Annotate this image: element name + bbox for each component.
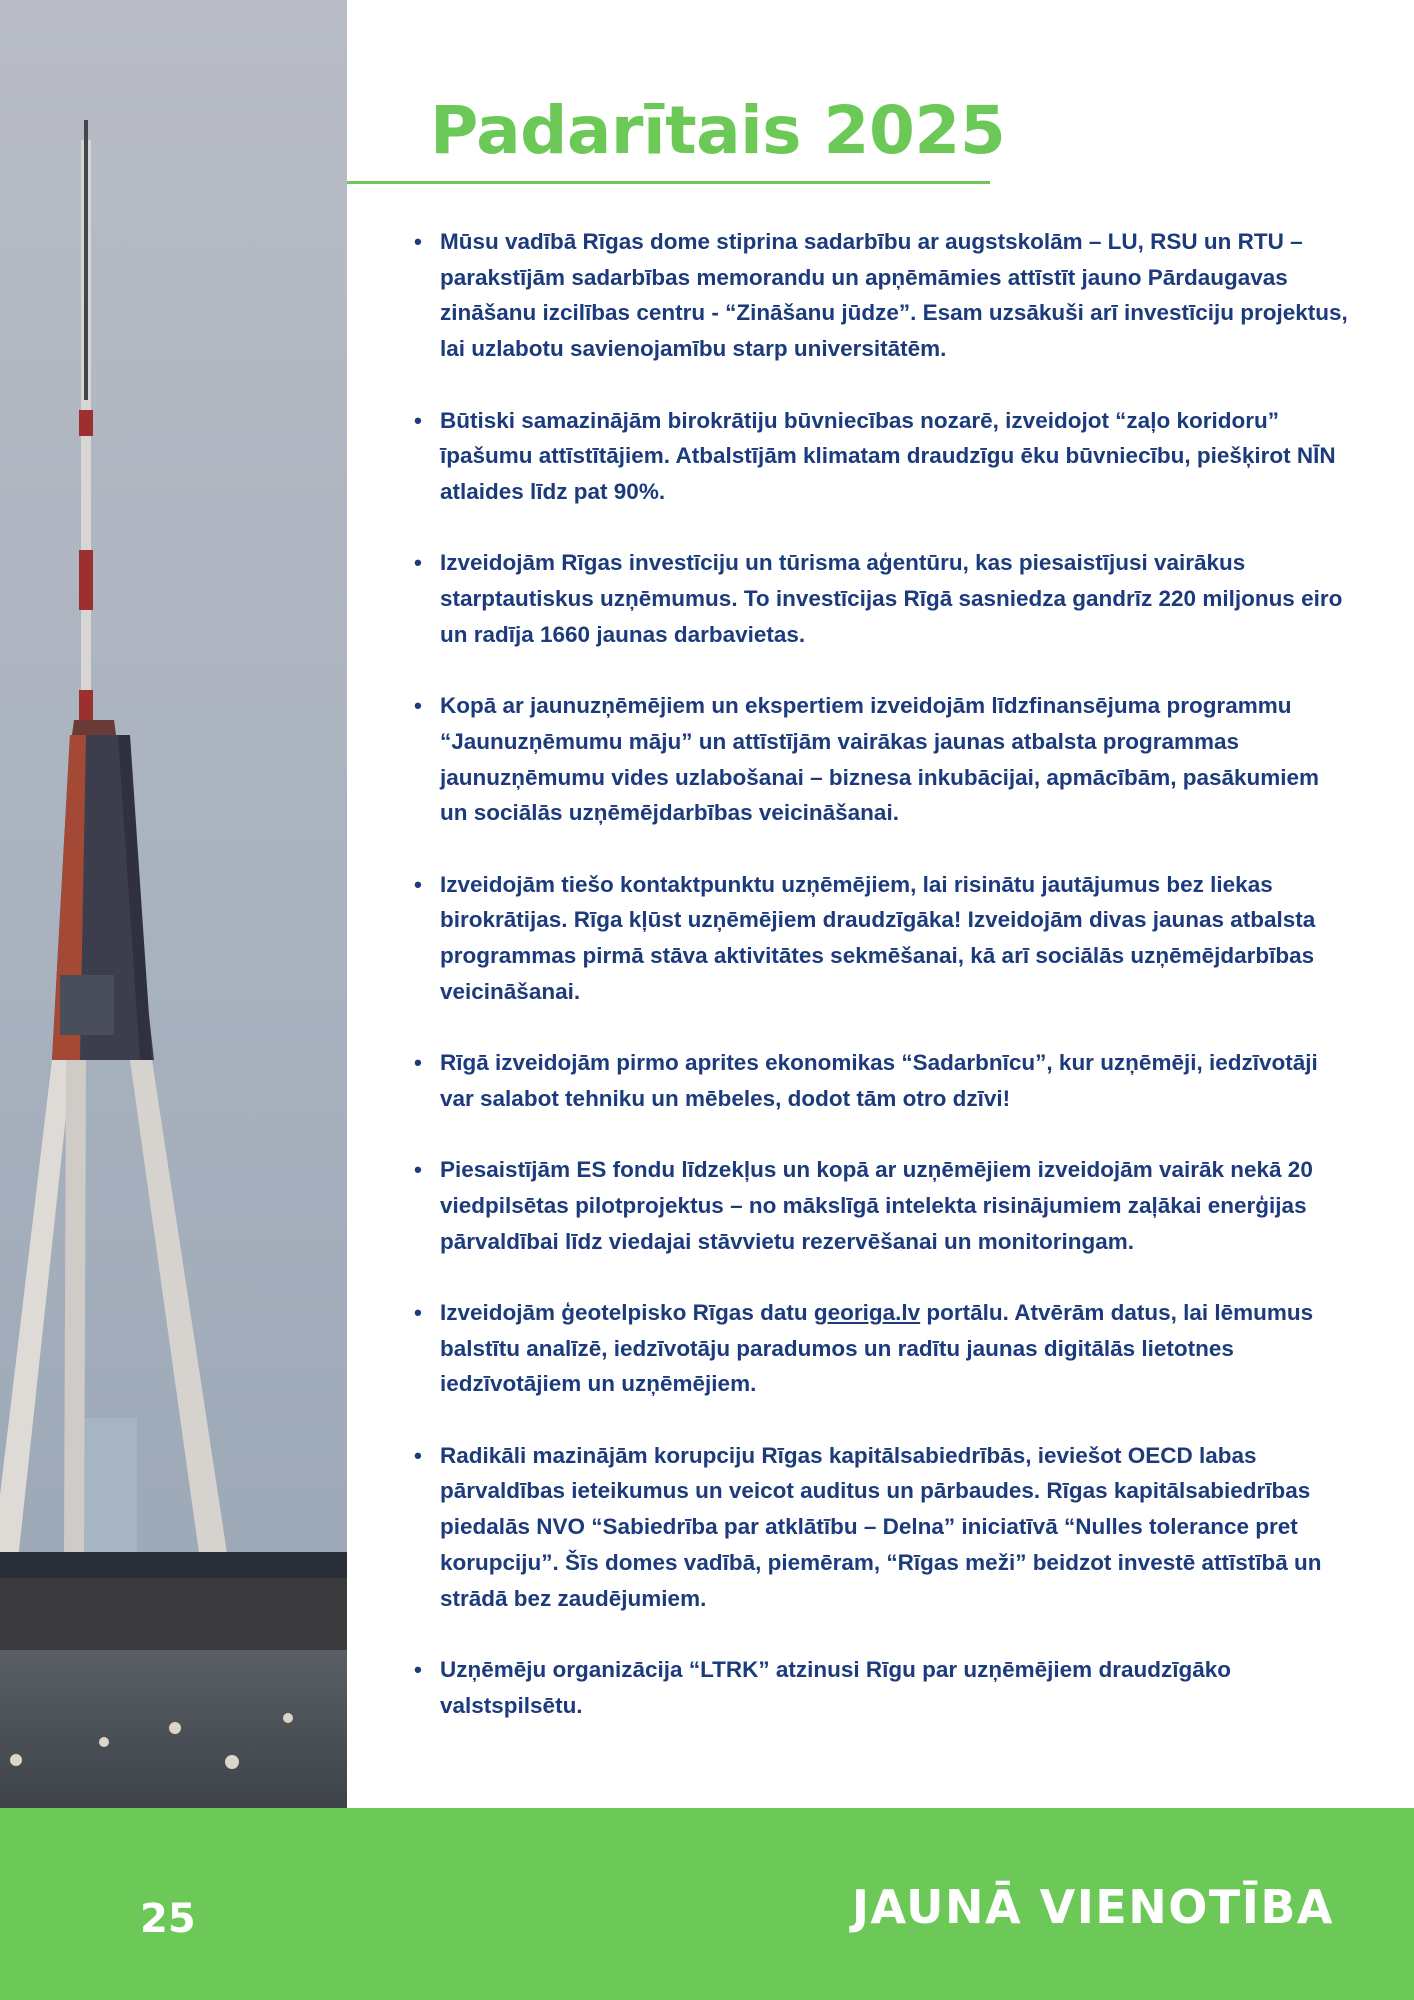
list-item — [410, 1438, 1350, 1617]
list-item — [410, 1652, 1350, 1723]
bullet-icon: • — [414, 1157, 422, 1183]
brand-logo-text: JAUNĀ VIENOTĪBA — [851, 1880, 1334, 1934]
list-item-text: Mūsu vadībā Rīgas dome stiprina sadarbību ar augstskolām – LU, RSU un RTU – parakstījām sadarbības memorandu un apņēmāmies attīstīt jauno Pārdaugavas zināšanu izcilības centru - “Zināšanu jūdze”. Esam uzsākuši arī investīciju projektus, lai uzlabotu savienojamību starp universitātēm. — [440, 229, 1348, 362]
list-item-text: Rīgā izveidojām pirmo aprites ekonomikas “Sadarbnīcu”, kur uzņēmēji, iedzīvotāji var salabot tehniku un mēbeles, dodot tām otro dzīvi! — [440, 1050, 1318, 1111]
list-item — [410, 688, 1350, 831]
page-title: Padarītais 2025 — [430, 92, 1006, 169]
list-item — [410, 403, 1350, 510]
list-item-text-end: portālu. Atvērām datus, lai lēmumus balstītu analīzē, iedzīvotāju paradumos un radītu jaunas digitālās lietotnes iedzīvotājiem un uzņēmējiem. — [440, 1299, 1314, 1397]
title-underline — [347, 181, 990, 184]
bullet-icon: • — [414, 1656, 422, 1682]
list-item-text: Kopā ar jaunuzņēmējiem un ekspertiem izveidojām līdzfinansējuma programmu “Jaunuzņēmumu māju” un attīstījām vairākas jaunas atbalsta programmas jaunuzņēmumu vides uzlabošanai – biznesa inkubācijai, apmācībām, pasākumiem un sociālās uzņēmējdarbības veicināšanai. — [440, 693, 1320, 826]
list-item — [410, 1295, 1350, 1402]
list-item-text-start: Izveidojām ģeotelpisko Rīgas datu — [440, 1299, 814, 1325]
bullet-icon: • — [414, 1442, 422, 1468]
list-item-text: Būtiski samazinājām birokrātiju būvniecības nozarē, izveidojot “zaļo koridoru” īpašumu attīstītājiem. Atbalstījām klimatam draudzīgu ēku būvniecību, piešķirot NĪN atlaides līdz pat 90%. — [440, 407, 1336, 504]
list-item-text: Izveidojām tiešo kontaktpunktu uzņēmējiem, lai risinātu jautājumus bez liekas birokrātijas. Rīga kļūst uzņēmējiem draudzīgāka! Izveidojām divas jaunas atbalsta programmas pirmā stāva aktivitātes sekmēšanai, kā arī sociālās uzņēmējdarbības veicināšanai. — [440, 871, 1316, 1004]
list-item-text: Izveidojām Rīgas investīciju un tūrisma aģentūru, kas piesaistījusi vairākus starptautiskus uzņēmumus. To investīcijas Rīgā sasniedza gandrīz 220 miljonus eiro un radīja 1660 jaunas darbavietas. — [440, 550, 1343, 647]
bullet-icon: • — [414, 871, 422, 897]
bullet-icon: • — [414, 693, 422, 719]
list-item — [410, 1045, 1350, 1116]
list-item-text: Piesaistījām ES fondu līdzekļus un kopā ar uzņēmējiem izveidojām vairāk nekā 20 viedpilsētas pilotprojektus – no mākslīgā intelekta risinājumiem zaļākai enerģijas pārvaldībai līdz viedajai stāvvietu rezervēšanai un monitoringam. — [440, 1157, 1313, 1254]
bullet-icon: • — [414, 1299, 422, 1325]
list-item-text: Uzņēmēju organizācija “LTRK” atzinusi Rīgu par uzņēmējiem draudzīgāko valstspilsētu. — [440, 1656, 1231, 1718]
list-item — [410, 224, 1350, 367]
bullet-icon: • — [414, 1050, 422, 1076]
georiga-link[interactable]: georiga.lv — [813, 1299, 921, 1325]
bullet-icon: • — [414, 550, 422, 576]
list-item — [410, 545, 1350, 652]
list-item — [410, 867, 1350, 1010]
riga-tv-tower-photo — [0, 0, 347, 1808]
list-item — [410, 1152, 1350, 1259]
achievements-list — [410, 224, 1350, 1759]
footer-band — [0, 1808, 1414, 2000]
page-number: 25 — [140, 1896, 196, 1942]
list-item-text: Radikāli mazinājām korupciju Rīgas kapitālsabiedrībās, ieviešot OECD labas pārvaldības ieteikumus un veicot auditus un pārbaudes. Rīgas kapitālsabiedrības piedalās NVO “Sabiedrība par atklātību – Delna” iniciatīvā “Nulles tolerance pret korupciju”. Šīs domes vadībā, piemēram, “Rīgas meži” beidzot investē attīstībā un strādā bez zaudējumiem. — [440, 1442, 1322, 1611]
bullet-icon: • — [414, 407, 422, 433]
bullet-icon: • — [414, 229, 422, 254]
